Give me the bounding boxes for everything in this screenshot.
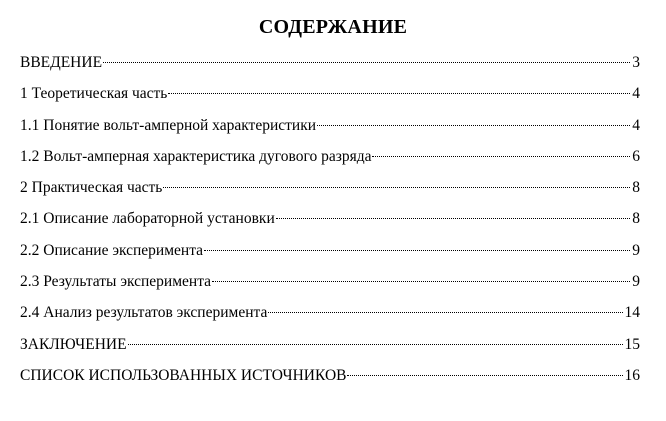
toc-entry-text: ВВЕДЕНИЕ xyxy=(20,54,103,71)
toc-entry-text: 2 Практическая часть xyxy=(20,179,163,197)
toc-dot-leader xyxy=(347,374,622,376)
toc-dot-leader xyxy=(103,61,630,63)
toc-page-number: 9 xyxy=(632,273,640,291)
toc-dot-leader xyxy=(204,249,630,251)
toc-entry-text: 2.4 Анализ результатов эксперимента xyxy=(20,304,268,322)
toc-entry-text: 2.2 Описание эксперимента xyxy=(20,241,204,259)
toc-entry-2-3[interactable] xyxy=(20,271,640,302)
toc-entry-text: 2.3 Результаты эксперимента xyxy=(20,273,212,291)
toc-page-number: 8 xyxy=(632,179,640,197)
toc-entry-theory[interactable] xyxy=(20,83,640,114)
toc-entry-references[interactable] xyxy=(20,365,640,396)
toc-page-number: 15 xyxy=(624,335,640,353)
toc-dot-leader xyxy=(168,92,630,94)
toc-page-number: 9 xyxy=(632,241,640,259)
toc-entry-2-2[interactable] xyxy=(20,240,640,271)
toc-entry-text: СПИСОК ИСПОЛЬЗОВАННЫХ ИСТОЧНИКОВ xyxy=(20,366,347,384)
table-of-contents xyxy=(20,52,640,396)
toc-page-number: 3 xyxy=(632,54,640,71)
toc-page-number: 4 xyxy=(632,85,640,103)
toc-dot-leader xyxy=(276,217,630,219)
toc-entry-2-4[interactable] xyxy=(20,302,640,333)
toc-entry-text: 1.2 Вольт-амперная характеристика дугового разряда xyxy=(20,147,372,165)
toc-entry-2-1[interactable] xyxy=(20,208,640,239)
toc-entry-text: 2.1 Описание лабораторной установки xyxy=(20,210,275,228)
toc-page-number: 8 xyxy=(632,210,640,228)
toc-entry-introduction[interactable] xyxy=(20,52,640,83)
toc-page-number: 16 xyxy=(624,366,640,384)
toc-title: СОДЕРЖАНИЕ xyxy=(258,16,408,38)
toc-dot-leader xyxy=(163,186,630,188)
toc-dot-leader xyxy=(317,124,630,126)
toc-dot-leader xyxy=(372,155,630,157)
toc-entry-text: 1.1 Понятие вольт-амперной характеристики xyxy=(20,116,317,134)
toc-entry-text: 1 Теоретическая часть xyxy=(20,85,168,103)
toc-page-number: 6 xyxy=(632,147,640,165)
toc-entry-conclusion[interactable] xyxy=(20,334,640,365)
toc-page-number: 4 xyxy=(632,116,640,134)
toc-entry-practice[interactable] xyxy=(20,177,640,208)
toc-entry-1-1[interactable] xyxy=(20,115,640,146)
toc-dot-leader xyxy=(128,343,623,345)
toc-dot-leader xyxy=(268,311,622,313)
toc-dot-leader xyxy=(212,280,630,282)
toc-entry-1-2[interactable] xyxy=(20,146,640,177)
toc-page-number: 14 xyxy=(624,304,640,322)
toc-entry-text: ЗАКЛЮЧЕНИЕ xyxy=(20,335,127,353)
